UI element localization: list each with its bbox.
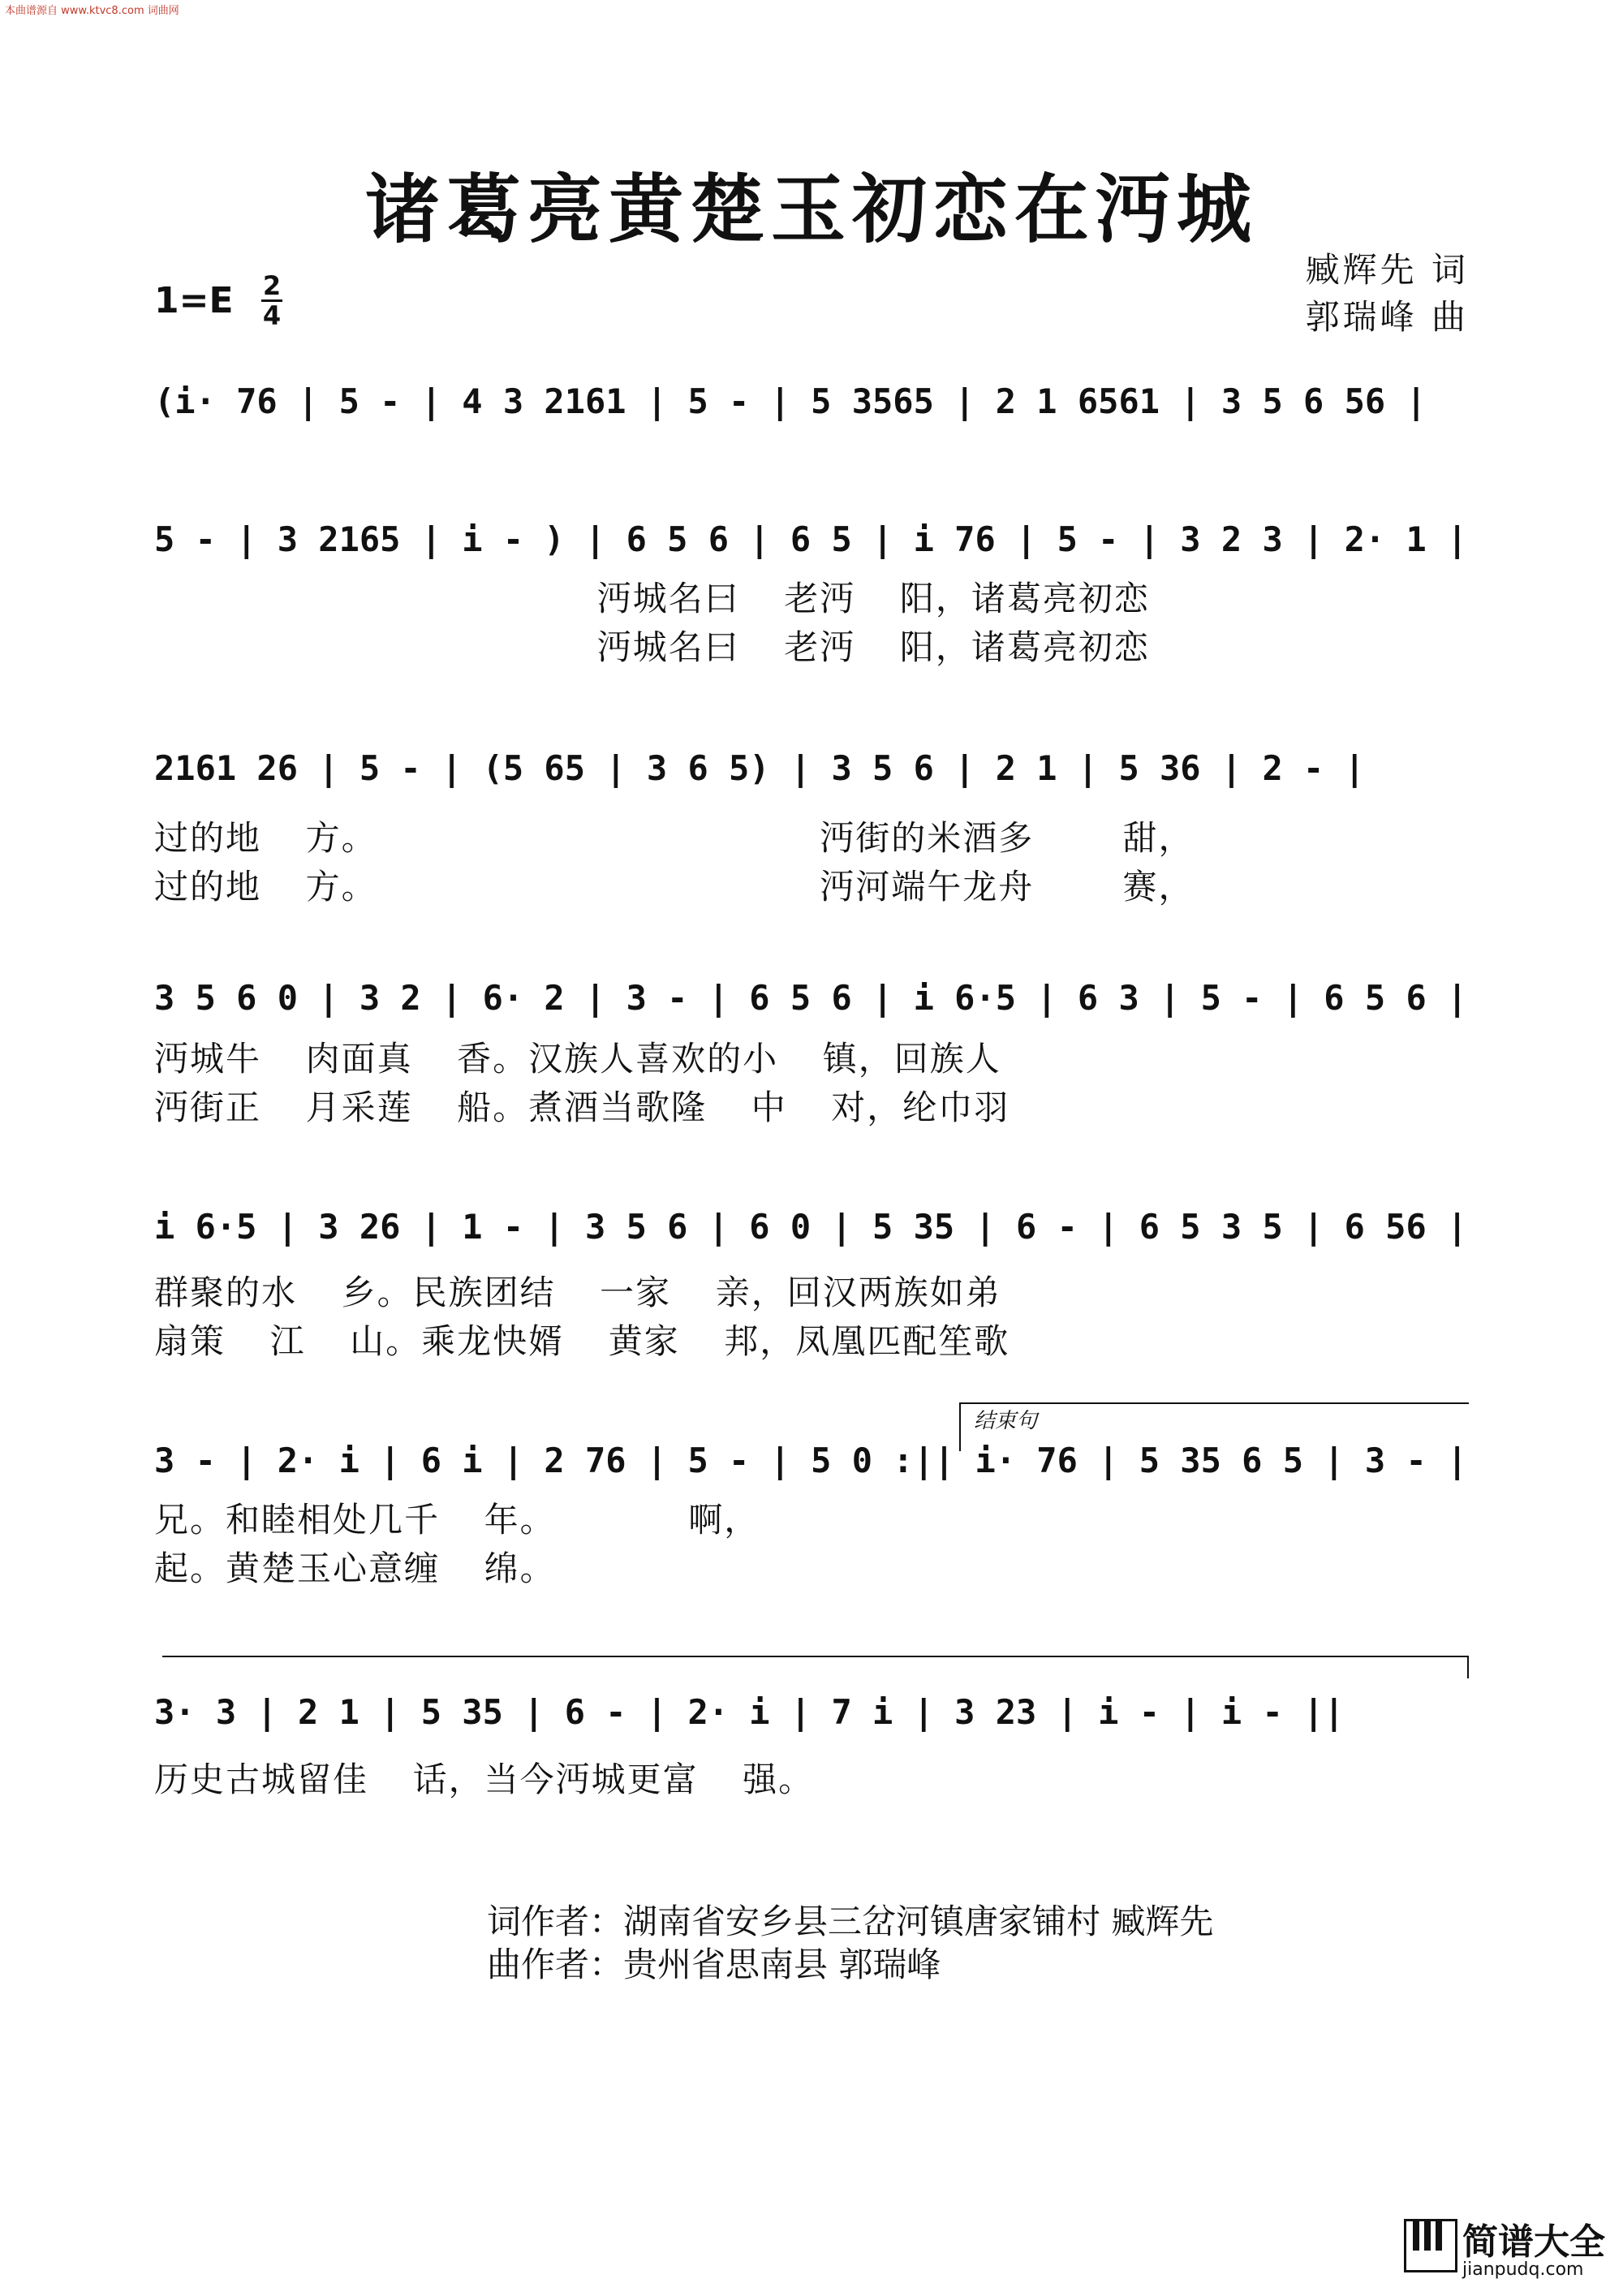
coda-bracket-side — [1467, 1656, 1469, 1678]
lyricist-credit: 臧辉先 词 — [1305, 250, 1469, 290]
notation-line-1: (i· 76 | 5 - | 4 3 2161 | 5 - | 5 3565 | 2 1 6561 | 3 5 6 56 | — [154, 381, 1427, 421]
time-signature-bottom: 4 — [262, 300, 282, 331]
logo-url: jianpudq.com — [1462, 2259, 1584, 2280]
composer-credit: 郭瑞峰 曲 — [1305, 297, 1469, 337]
notation-line-2: 5 - | 3 2165 | i - ) | 6 5 6 | 6 5 | i 76 | 5 - | 3 2 3 | 2· 1 | — [154, 519, 1468, 559]
composer-info: 曲作者：贵州省思南县 郭瑞峰 — [487, 1945, 941, 1984]
coda-bracket-top — [162, 1656, 1469, 1657]
site-notice: 本曲谱源自 www.ktvc8.com 词曲网 — [5, 5, 179, 17]
notation-line-5: i 6·5 | 3 26 | 1 - | 3 5 6 | 6 0 | 5 35 | 6 - | 6 5 3 5 | 6 56 | — [154, 1207, 1468, 1247]
notation-line-3: 2161 26 | 5 - | (5 65 | 3 6 5) | 3 5 6 | 2 1 | 5 36 | 2 - | — [154, 748, 1365, 788]
lyric-line-6-verse-1: 兄。和睦相处几千 年。 啊， — [154, 1500, 760, 1540]
lyric-line-5-verse-1: 群聚的水 乡。民族团结 一家 亲，回汉两族如弟 — [154, 1273, 1001, 1312]
lyric-line-2-verse-1: 沔城名曰 老沔 阳，诸葛亮初恋 — [154, 579, 1150, 618]
lyric-line-3-verse-1: 过的地 方。 沔街的米酒多 甜， — [154, 818, 1195, 858]
time-signature — [261, 272, 282, 330]
notation-line-7: 3· 3 | 2 1 | 5 35 | 6 - | 2· i | 7 i | 3 23 | i - | i - || — [154, 1692, 1345, 1732]
lyric-line-4-verse-2: 沔街正 月采莲 船。煮酒当歌隆 中 对，纶巾羽 — [154, 1088, 1010, 1127]
notation-line-6: 3 - | 2· i | 6 i | 2 76 | 5 - | 5 0 :|| i· 76 | 5 35 6 5 | 3 - | — [154, 1441, 1468, 1480]
lyricist-info: 词作者：湖南省安乡县三岔河镇唐家铺村 臧辉先 — [487, 1902, 1214, 1941]
site-logo[interactable] — [1404, 2211, 1607, 2288]
lyric-line-3-verse-2: 过的地 方。 沔河端午龙舟 赛， — [154, 867, 1195, 907]
logo-name: 简谱大全 — [1462, 2221, 1605, 2263]
lyric-line-6-verse-2: 起。黄楚玉心意缠 绵。 — [154, 1549, 556, 1588]
key-signature: 1=E — [154, 280, 234, 321]
lyric-line-2-verse-2: 沔城名曰 老沔 阳，诸葛亮初恋 — [154, 627, 1150, 667]
piano-icon — [1404, 2219, 1457, 2272]
ending-label: 结束句 — [974, 1409, 1038, 1433]
notation-line-4: 3 5 6 0 | 3 2 | 6· 2 | 3 - | 6 5 6 | i 6·5 | 6 3 | 5 - | 6 5 6 | — [154, 978, 1468, 1018]
lyric-line-5-verse-2: 扇策 江 山。乘龙快婿 黄家 邦，凤凰匹配笙歌 — [154, 1321, 1010, 1361]
time-signature-top: 2 — [262, 270, 282, 301]
lyric-line-4-verse-1: 沔城牛 肉面真 香。汉族人喜欢的小 镇，回族人 — [154, 1039, 1001, 1079]
song-title: 诸葛亮黄楚玉初恋在沔城 — [364, 166, 1258, 253]
lyric-line-7-verse-1: 历史古城留佳 话，当今沔城更富 强。 — [154, 1760, 815, 1799]
